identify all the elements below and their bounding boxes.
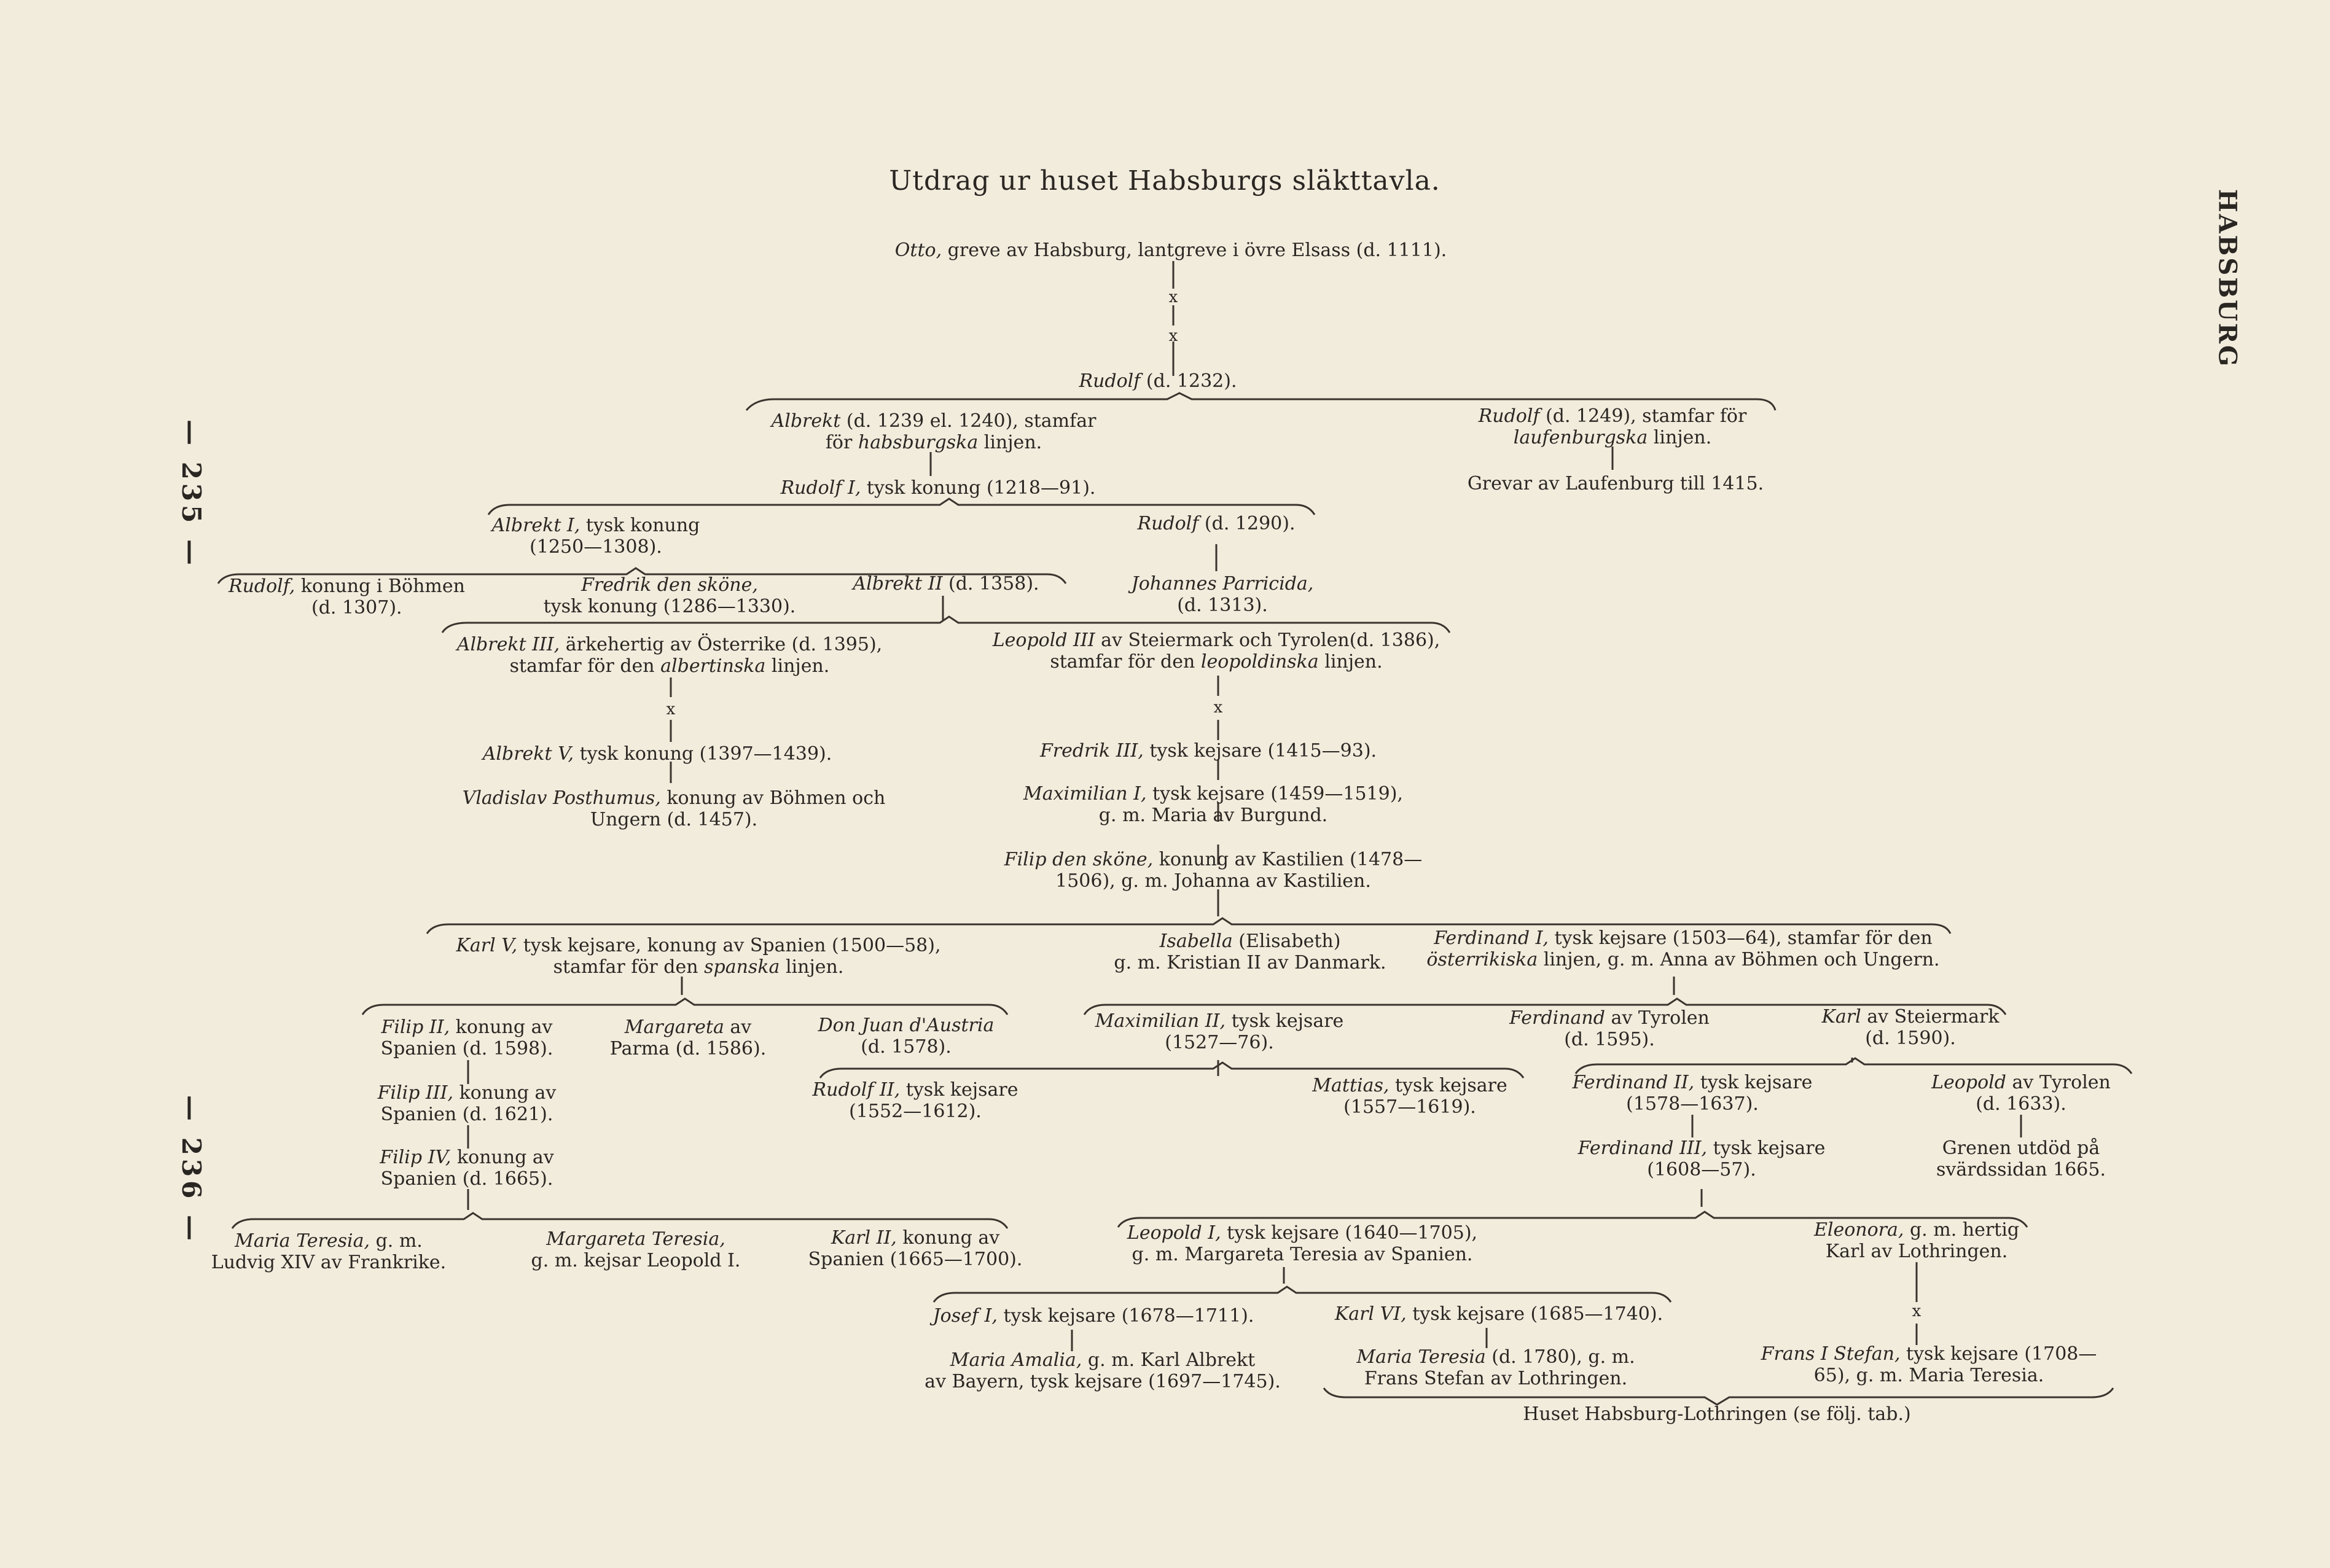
person-leopold-i: Leopold I, tysk kejsare (1640—1705), g. m. Margareta Teresia av Spanien. bbox=[1127, 1222, 1478, 1265]
person-vladislav-posthumus: Vladislav Posthumus, konung av Böhmen och Ungern (d. 1457). bbox=[462, 787, 886, 830]
person-rudolf-1290: Rudolf (d. 1290). bbox=[1137, 513, 1296, 534]
person-maria-teresia-2: Maria Teresia (d. 1780), g. m. Frans Stefan av Lothringen. bbox=[1356, 1346, 1635, 1389]
person-fredrik-iii: Fredrik III, tysk kejsare (1415—93). bbox=[1039, 740, 1377, 762]
person-fredrik-den-skone: Fredrik den sköne, tysk konung (1286—1330). bbox=[543, 574, 796, 617]
person-leopold-tyrolen: Leopold av Tyrolen (d. 1633). bbox=[1931, 1072, 2111, 1115]
person-isabella: Isabella (Elisabeth) g. m. Kristian II av Danmark. bbox=[1114, 930, 1386, 973]
person-rudolf-ii: Rudolf II, tysk kejsare (1552—1612). bbox=[812, 1079, 1018, 1122]
person-mattias: Mattias, tysk kejsare (1557—1619). bbox=[1312, 1075, 1507, 1118]
person-don-juan: Don Juan d'Austria (d. 1578). bbox=[818, 1015, 995, 1058]
person-margareta-teresia: Margareta Teresia, g. m. kejsar Leopold I. bbox=[531, 1228, 741, 1271]
person-filip-iii: Filip III, konung av Spanien (d. 1621). bbox=[377, 1082, 557, 1125]
generation-gap-mark: x bbox=[666, 700, 676, 719]
person-maximilian-ii: Maximilian II, tysk kejsare (1527—76). bbox=[1095, 1010, 1344, 1053]
person-ferdinand-tyrolen: Ferdinand av Tyrolen (d. 1595). bbox=[1509, 1007, 1710, 1050]
generation-gap-mark: x bbox=[1168, 288, 1178, 306]
person-margareta-parma: Margareta av Parma (d. 1586). bbox=[609, 1016, 767, 1059]
person-ferdinand-i: Ferdinand I, tysk kejsare (1503—64), stamfar för den österrikiska linjen, g. m. Anna av Böhmen och Ungern. bbox=[1426, 927, 1940, 970]
person-albrekt-i: Albrekt I, tysk konung (1250—1308). bbox=[491, 515, 700, 558]
person-ferdinand-ii: Ferdinand II, tysk kejsare (1578—1637). bbox=[1572, 1072, 1813, 1115]
person-maria-teresia-1: Maria Teresia, g. m. Ludvig XIV av Frankrike. bbox=[211, 1230, 447, 1273]
generation-gap-mark: x bbox=[1213, 698, 1223, 717]
person-karl-ii: Karl II, konung av Spanien (1665—1700). bbox=[808, 1227, 1023, 1270]
person-maria-amalia: Maria Amalia, g. m. Karl Albrekt av Bayern, tysk kejsare (1697—1745). bbox=[925, 1349, 1281, 1392]
person-filip-ii: Filip II, konung av Spanien (d. 1598). bbox=[380, 1016, 553, 1059]
person-leopold-iii: Leopold III av Steiermark och Tyrolen(d. 1386), stamfar för den leopoldinska linjen. bbox=[992, 630, 1441, 673]
person-johannes-parricida: Johannes Parricida, (d. 1313). bbox=[1131, 573, 1314, 616]
generation-gap-mark: x bbox=[1168, 327, 1178, 345]
person-albrekt-ii: Albrekt II (d. 1358). bbox=[853, 573, 1039, 595]
person-filip-iv: Filip IV, konung av Spanien (d. 1665). bbox=[380, 1147, 554, 1190]
person-rudolf-1249: Rudolf (d. 1249), stamfar för laufenburgska linjen. bbox=[1478, 405, 1747, 448]
person-rudolf-i: Rudolf I, tysk konung (1218—91). bbox=[780, 477, 1096, 499]
page-number-235: — 235 — bbox=[176, 419, 206, 569]
person-karl-steiermark: Karl av Steiermark (d. 1590). bbox=[1821, 1006, 2000, 1049]
house-habsburg-lothringen: Huset Habsburg-Lothringen (se följ. tab.) bbox=[1523, 1403, 1911, 1425]
person-ferdinand-iii: Ferdinand III, tysk kejsare (1608—57). bbox=[1577, 1137, 1826, 1180]
grevar-laufenburg: Grevar av Laufenburg till 1415. bbox=[1467, 473, 1764, 494]
page-title: Utdrag ur huset Habsburgs släkttavla. bbox=[889, 165, 1441, 197]
person-otto: Otto, greve av Habsburg, lantgreve i övre Elsass (d. 1111). bbox=[894, 240, 1447, 261]
person-josef-i: Josef I, tysk kejsare (1678—1711). bbox=[932, 1305, 1254, 1327]
person-albrekt-1239: Albrekt (d. 1239 el. 1240), stamfar för habsburgska linjen. bbox=[771, 410, 1097, 453]
person-rudolf-1232: Rudolf (d. 1232). bbox=[1079, 370, 1237, 392]
grenen-note: Grenen utdöd på svärdssidan 1665. bbox=[1936, 1137, 2106, 1180]
person-albrekt-v: Albrekt V, tysk konung (1397—1439). bbox=[482, 743, 832, 765]
person-albrekt-iii: Albrekt III, ärkehertig av Österrike (d. 1395), stamfar för den albertinska linjen. bbox=[456, 634, 883, 677]
person-eleonora: Eleonora, g. m. hertig Karl av Lothringen. bbox=[1813, 1219, 2020, 1262]
person-karl-v: Karl V, tysk kejsare, konung av Spanien (1500—58), stamfar för den spanska linjen. bbox=[456, 935, 941, 978]
person-rudolf-bohmen: Rudolf, konung i Böhmen (d. 1307). bbox=[229, 575, 465, 618]
person-frans-stefan: Frans I Stefan, tysk kejsare (1708— 65), g. m. Maria Teresia. bbox=[1761, 1343, 2097, 1386]
person-maximilian-i: Maximilian I, tysk kejsare (1459—1519), g. m. Maria av Burgund. bbox=[1023, 783, 1403, 826]
page-number-236: — 236 — bbox=[176, 1095, 206, 1244]
person-karl-vi: Karl VI, tysk kejsare (1685—1740). bbox=[1334, 1303, 1663, 1325]
person-filip-den-skone: Filip den sköne, konung av Kastilien (1478— 1506), g. m. Johanna av Kastilien. bbox=[1004, 849, 1423, 892]
side-label: HABSBURG bbox=[2213, 189, 2242, 369]
generation-gap-mark: x bbox=[1912, 1302, 1921, 1320]
